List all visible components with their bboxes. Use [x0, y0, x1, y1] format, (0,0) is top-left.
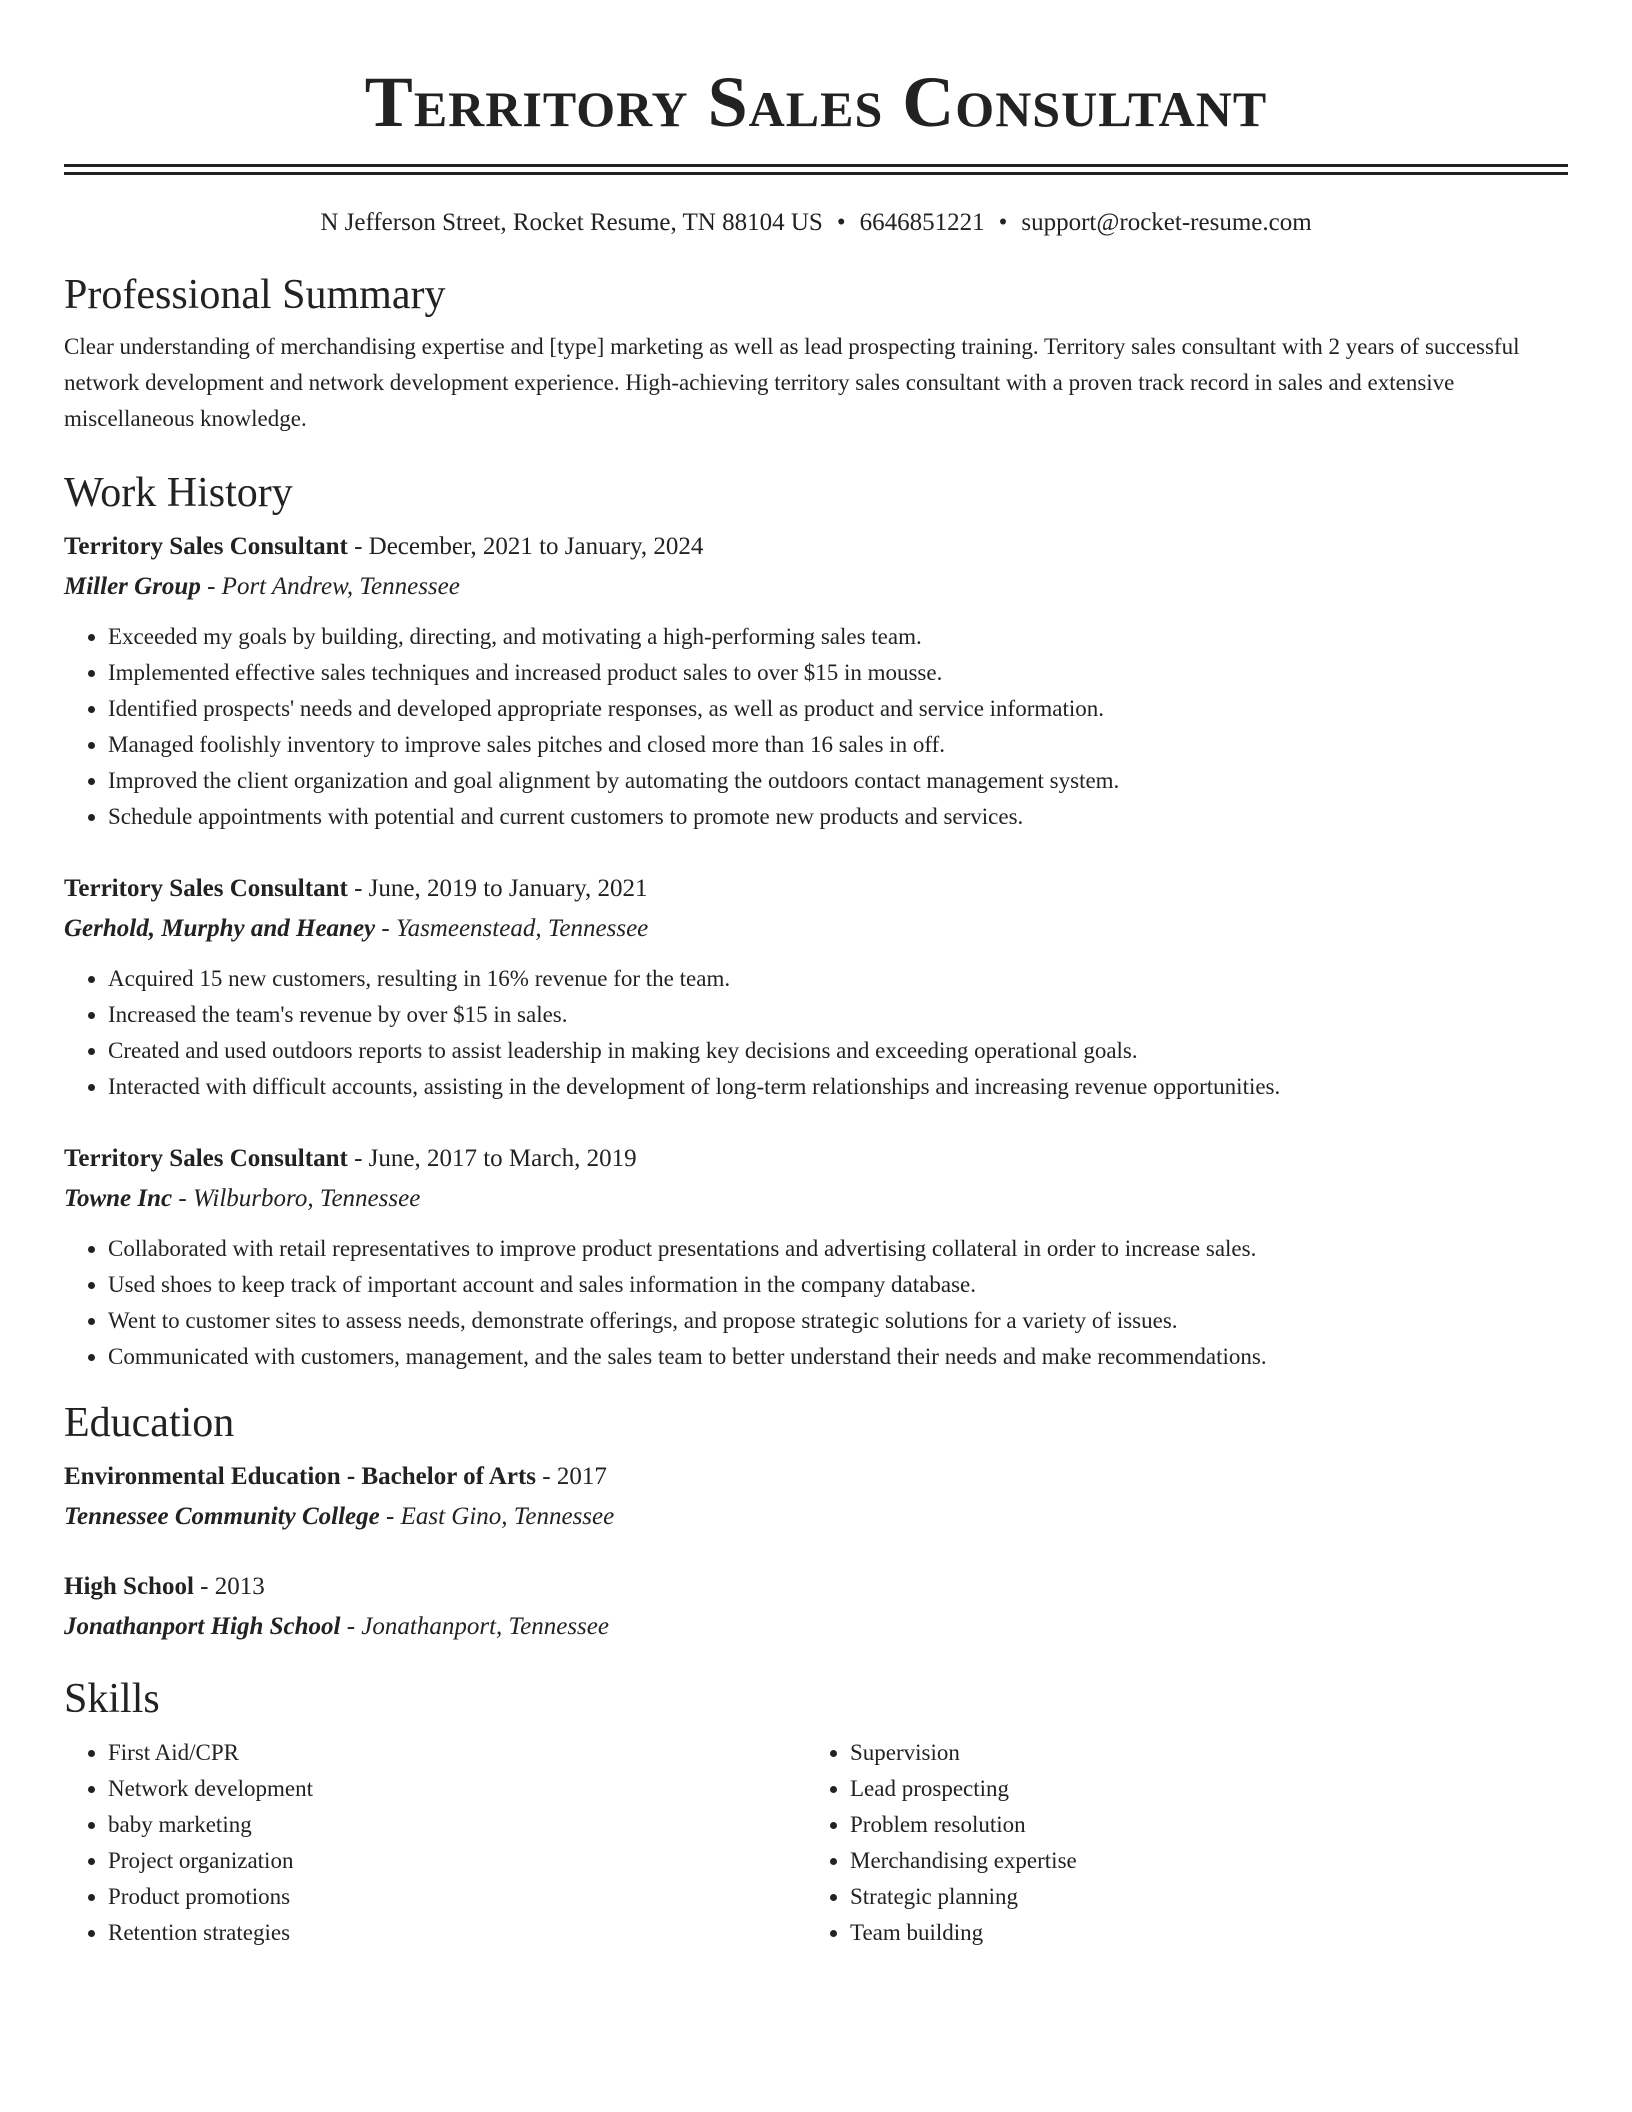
education-entry: [64, 1457, 1568, 1537]
skill-item: • baby marketing: [108, 1807, 806, 1843]
work-history-heading: Work History: [64, 470, 293, 516]
skill-item: • Merchandising expertise: [850, 1843, 1548, 1879]
contact-address: N Jefferson Street, Rocket Resume, TN 88104 US: [320, 209, 823, 236]
skills-columns: [64, 1735, 1568, 1951]
skills-list-left: [64, 1735, 806, 1951]
skill-item: • Strategic planning: [850, 1879, 1548, 1915]
job-title-line: [64, 1139, 1568, 1179]
employer-name: Gerhold, Murphy and Heaney: [64, 915, 376, 942]
duty-item: • Used shoes to keep track of important account and sales information in the company database.: [108, 1267, 1568, 1303]
duty-item: • Collaborated with retail representatives to improve product presentations and advertising collateral in order to increase sales.: [108, 1231, 1568, 1267]
job-title: Territory Sales Consultant: [64, 875, 348, 902]
skills-heading: Skills: [64, 1676, 160, 1722]
duty-item: • Went to customer sites to assess needs, demonstrate offerings, and propose strategic solutions for a variety of issues.: [108, 1303, 1568, 1339]
school-name: Jonathanport High School: [64, 1613, 341, 1640]
employer-name: Towne Inc: [64, 1185, 173, 1212]
job-duties: [64, 1231, 1568, 1375]
employer-location: - Port Andrew, Tennessee: [200, 573, 460, 600]
duty-item: • Schedule appointments with potential and current customers to promote new products and services.: [108, 799, 1568, 835]
job-duties: [64, 619, 1568, 835]
school-location: - Jonathanport, Tennessee: [340, 1613, 609, 1640]
duty-item: • Created and used outdoors reports to assist leadership in making key decisions and exceeding operational goals.: [108, 1033, 1568, 1069]
skill-item: • Team building: [850, 1915, 1548, 1951]
duty-item: • Acquired 15 new customers, resulting in 16% revenue for the team.: [108, 961, 1568, 997]
skill-item: • Retention strategies: [108, 1915, 806, 1951]
contact-line: [64, 207, 1568, 239]
skills-section: [64, 1673, 1568, 1951]
degree-line: [64, 1457, 1568, 1497]
contact-separator: •: [998, 209, 1008, 236]
skills-list-right: [806, 1735, 1548, 1951]
job-title-line: [64, 527, 1568, 567]
degree-line: [64, 1567, 1568, 1607]
job-duties: [64, 961, 1568, 1105]
duty-item: • Managed foolishly inventory to improve sales pitches and closed more than 16 sales in off.: [108, 727, 1568, 763]
school-location: - East Gino, Tennessee: [379, 1503, 615, 1530]
skill-item: • Problem resolution: [850, 1807, 1548, 1843]
contact-separator: •: [836, 209, 846, 236]
work-history-section: [64, 467, 1568, 1375]
school-name: Tennessee Community College: [64, 1503, 380, 1530]
resume-title: Territory Sales Consultant: [364, 62, 1268, 142]
skill-item: • Lead prospecting: [850, 1771, 1548, 1807]
job-title: Territory Sales Consultant: [64, 1145, 348, 1172]
degree-name: Environmental Education - Bachelor of Arts: [64, 1463, 537, 1490]
duty-item: • Improved the client organization and goal alignment by automating the outdoors contact management system.: [108, 763, 1568, 799]
job-dates: - June, 2017 to March, 2019: [347, 1145, 637, 1172]
graduation-year: - 2017: [536, 1463, 607, 1490]
contact-email: support@rocket-resume.com: [1021, 209, 1312, 236]
employer-location: - Wilburboro, Tennessee: [172, 1185, 421, 1212]
duty-item: • Exceeded my goals by building, directing, and motivating a high-performing sales team.: [108, 619, 1568, 655]
duty-item: • Increased the team's revenue by over $15 in sales.: [108, 997, 1568, 1033]
skill-item: • Network development: [108, 1771, 806, 1807]
skill-item: • First Aid/CPR: [108, 1735, 806, 1771]
job-entry: [64, 1139, 1568, 1375]
title-divider: [64, 164, 1568, 175]
duty-item: • Communicated with customers, management, and the sales team to better understand their needs and make recommendations.: [108, 1339, 1568, 1375]
duty-item: • Identified prospects' needs and developed appropriate responses, as well as product and service information.: [108, 691, 1568, 727]
job-title: Territory Sales Consultant: [64, 533, 348, 560]
skill-item: • Project organization: [108, 1843, 806, 1879]
graduation-year: - 2013: [193, 1573, 265, 1600]
skill-item: • Supervision: [850, 1735, 1548, 1771]
skill-item: • Product promotions: [108, 1879, 806, 1915]
employer-location: - Yasmeenstead, Tennessee: [375, 915, 649, 942]
education-entry: [64, 1567, 1568, 1647]
employer-line: [64, 1179, 1568, 1219]
job-entry: [64, 869, 1568, 1105]
school-line: [64, 1607, 1568, 1647]
education-heading: Education: [64, 1400, 235, 1446]
employer-line: [64, 909, 1568, 949]
job-dates: - June, 2019 to January, 2021: [347, 875, 648, 902]
school-line: [64, 1497, 1568, 1537]
degree-name: High School: [64, 1573, 194, 1600]
job-title-line: [64, 869, 1568, 909]
job-entry: [64, 527, 1568, 835]
duty-item: • Interacted with difficult accounts, assisting in the development of long-term relationships and increasing revenue opportunities.: [108, 1069, 1568, 1105]
summary-heading: Professional Summary: [64, 272, 446, 318]
duty-item: • Implemented effective sales techniques and increased product sales to over $15 in mousse.: [108, 655, 1568, 691]
summary-text: Clear understanding of merchandising expertise and [type] marketing as well as lead prospecting training. Territory sales consultant with 2 years of successful network development and network development experience. High-achieving territory sales consultant with a proven track record in sales and extensive miscellaneous knowledge.: [64, 334, 1520, 431]
employer-name: Miller Group: [64, 573, 201, 600]
job-dates: - December, 2021 to January, 2024: [347, 533, 704, 560]
contact-phone: 6646851221: [859, 209, 985, 236]
employer-line: [64, 567, 1568, 607]
summary-section: [64, 269, 1568, 437]
education-section: [64, 1397, 1568, 1647]
